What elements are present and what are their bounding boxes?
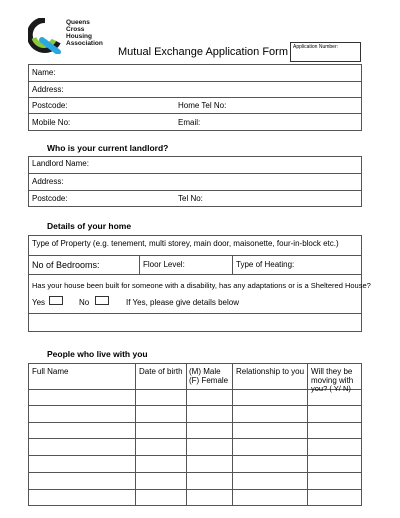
yes-checkbox[interactable] [49, 296, 63, 305]
col-date-of-birth: Date of birth [139, 367, 183, 376]
yes-label: Yes [32, 298, 46, 307]
col-gender-male: (M) Male [189, 367, 221, 376]
details-label: If Yes, please give details below [126, 298, 239, 307]
home-tel-field[interactable]: Home Tel No: [178, 101, 227, 110]
home-heading: Details of your home [47, 221, 132, 231]
logo-line-1: Queens [66, 19, 90, 26]
col-moving-2: moving with [311, 376, 354, 385]
landlord-postcode-field[interactable]: Postcode: [32, 194, 68, 203]
landlord-address-field[interactable]: Address: [32, 177, 64, 186]
details-input[interactable] [29, 314, 361, 331]
bedrooms-field[interactable]: No of Bedrooms: [32, 260, 100, 270]
mobile-field[interactable]: Mobile No: [32, 118, 71, 127]
col-moving-1: Will they be [311, 367, 353, 376]
col-gender-female: (F) Female [189, 376, 229, 385]
disability-question: Has your house been built for someone with a disability, has any adaptations or is a Sheltered House? [32, 281, 371, 290]
application-number-label: Application Number: [293, 44, 339, 50]
postcode-field[interactable]: Postcode: [32, 101, 68, 110]
col-full-name: Full Name [32, 367, 69, 376]
col-relationship: Relationship to you [236, 367, 305, 376]
landlord-name-field[interactable]: Landlord Name: [32, 159, 89, 168]
application-number-field[interactable] [290, 42, 361, 62]
people-heading: People who live with you [47, 349, 148, 359]
landlord-tel-field[interactable]: Tel No: [178, 194, 203, 203]
logo-q-icon [28, 18, 62, 54]
address-field[interactable]: Address: [32, 85, 64, 94]
name-field[interactable]: Name: [32, 68, 56, 77]
logo [28, 16, 108, 56]
page-title: Mutual Exchange Application Form [118, 46, 288, 58]
col-moving-3: you? ( Y/ N) [311, 384, 351, 393]
no-checkbox[interactable] [95, 296, 109, 305]
landlord-heading: Who is your current landlord? [47, 143, 169, 153]
email-field[interactable]: Email: [178, 118, 201, 127]
type-of-property-field[interactable]: Type of Property (e.g. tenement, multi storey, main door, maisonette, four-in-block etc.) [32, 239, 339, 248]
floor-level-field[interactable]: Floor Level: [143, 260, 185, 269]
logo-line-2: Cross [66, 26, 85, 33]
heating-field[interactable]: Type of Heating: [236, 260, 295, 269]
logo-line-4: Association [66, 40, 103, 47]
no-label: No [79, 298, 90, 307]
logo-line-3: Housing [66, 33, 92, 40]
